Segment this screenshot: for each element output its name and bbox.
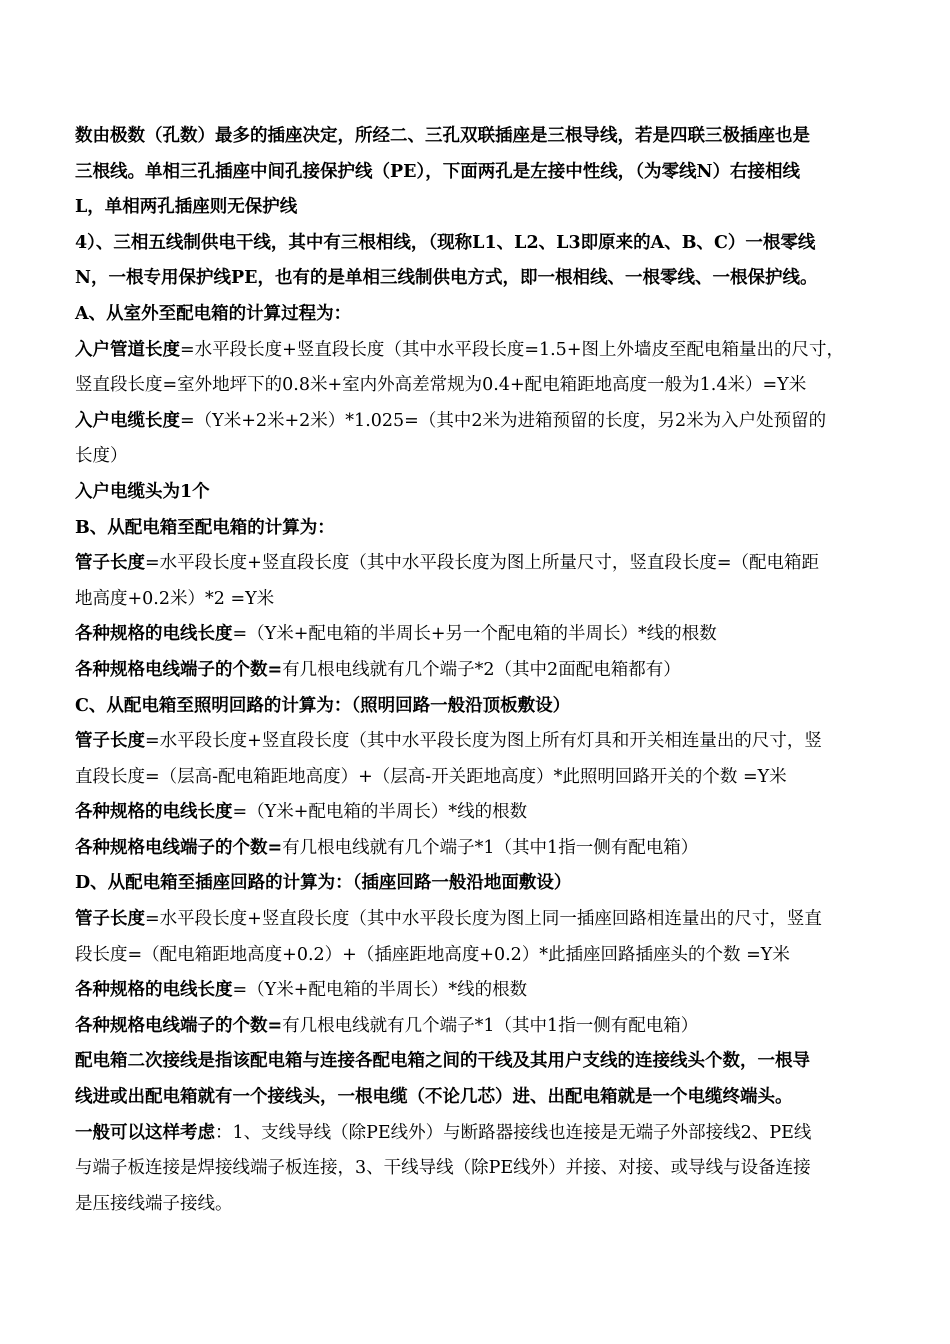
text-line	[75, 795, 881, 831]
text-run: 有几根电线就有几个端子*1（其中1指一侧有配电箱）	[282, 837, 699, 858]
text-line	[75, 226, 881, 262]
text-run: =（Y米+2米+2米）*1.025=（其中2米为进箱预留的长度，另2米为入户处预留的	[180, 410, 827, 431]
text-run: 竖直段长度=室外地坪下的0.8米+室内外高差常规为0.4+配电箱距地高度一般为1.4米）=Y米	[75, 375, 807, 396]
text-run: =水平段长度+竖直段长度（其中水平段长度为图上所量尺寸，竖直段长度=（配电箱距	[145, 553, 819, 574]
text-run: 段长度=（配电箱距地高度+0.2）+（插座距地高度+0.2）*此插座回路插座头的个数 =Y米	[75, 944, 790, 965]
bold-text-run: 配电箱二次接线是指该配电箱与连接各配电箱之间的干线及其用户支线的连接线头个数，一根导	[75, 1051, 810, 1072]
text-line	[75, 617, 881, 653]
bold-text-run: 各种规格电线端子的个数=	[75, 659, 283, 680]
text-run: 直段长度=（层高-配电箱距地高度）+（层高-开关距地高度）*此照明回路开关的个数 =Y米	[75, 766, 787, 787]
text-line	[75, 902, 881, 938]
text-run: =（Y米+配电箱的半周长）*线的根数	[232, 802, 528, 823]
bold-text-run: 各种规格的电线长度	[75, 802, 233, 823]
text-run: 是压接线端子接线。	[75, 1193, 233, 1214]
text-run: =水平段长度+竖直段长度（其中水平段长度为图上所有灯具和开关相连量出的尺寸，竖	[145, 731, 822, 752]
bold-text-run: 管子长度	[75, 731, 145, 752]
text-line	[75, 866, 881, 902]
text-line	[75, 155, 881, 191]
text-line	[75, 973, 881, 1009]
text-line	[75, 190, 881, 226]
text-line	[75, 1151, 881, 1187]
text-line	[75, 653, 881, 689]
text-run: 有几根电线就有几个端子*1（其中1指一侧有配电箱）	[282, 1015, 699, 1036]
text-line	[75, 261, 881, 297]
bold-text-run: B、从配电箱至配电箱的计算为：	[75, 517, 335, 538]
text-line	[75, 368, 881, 404]
bold-text-run: A、从室外至配电箱的计算过程为：	[75, 303, 352, 324]
bold-text-run: 入户电缆长度	[75, 410, 180, 431]
text-line	[75, 1116, 881, 1152]
text-line	[75, 1009, 881, 1045]
bold-text-run: 一般可以这样考虑	[75, 1122, 215, 1143]
bold-text-run: 各种规格电线端子的个数=	[75, 1015, 283, 1036]
text-line	[75, 439, 881, 475]
text-run: =水平段长度+竖直段长度（其中水平段长度=1.5+图上外墙皮至配电箱量出的尺寸，	[180, 339, 844, 360]
bold-text-run: C、从配电箱至照明回路的计算为：（照明回路一般沿顶板敷设）	[75, 695, 571, 716]
text-run: ：1、支线导线（除PE线外）与断路器接线也连接是无端子外部接线2、PE线	[215, 1122, 812, 1143]
text-run: 与端子板连接是焊接线端子板连接，3、干线导线（除PE线外）并接、对接、或导线与设备连接	[75, 1158, 811, 1179]
text-line	[75, 831, 881, 867]
text-line	[75, 119, 881, 155]
text-line	[75, 1044, 881, 1080]
bold-text-run: 4）、三相五线制供电干线，其中有三根相线，（现称L1、L2、L3即原来的A、B、C）一根零线	[75, 232, 816, 253]
text-line	[75, 1187, 881, 1223]
text-line	[75, 1080, 881, 1116]
text-line	[75, 689, 881, 725]
bold-text-run: 入户电缆头为1个	[75, 481, 210, 502]
bold-text-run: 线进或出配电箱就有一个接线头，一根电缆（不论几芯）进、出配电箱就是一个电缆终端头。	[75, 1087, 793, 1108]
text-run: =（Y米+配电箱的半周长+另一个配电箱的半周长）*线的根数	[232, 624, 717, 645]
bold-text-run: D、从配电箱至插座回路的计算为：（插座回路一般沿地面敷设）	[75, 873, 572, 894]
text-line	[75, 582, 881, 618]
bold-text-run: 各种规格的电线长度	[75, 980, 233, 1001]
text-run: 有几根电线就有几个端子*2（其中2面配电箱都有）	[282, 659, 681, 680]
text-line	[75, 546, 881, 582]
bold-text-run: 各种规格的电线长度	[75, 624, 233, 645]
text-run: 长度）	[75, 446, 128, 467]
text-line	[75, 938, 881, 974]
text-line	[75, 724, 881, 760]
text-line	[75, 404, 881, 440]
text-line	[75, 475, 881, 511]
bold-text-run: L，单相两孔插座则无保护线	[75, 197, 298, 218]
text-line	[75, 297, 881, 333]
bold-text-run: 数由极数（孔数）最多的插座决定，所经二、三孔双联插座是三根导线，若是四联三极插座也是	[75, 126, 810, 146]
bold-text-run: 管子长度	[75, 909, 145, 930]
text-run: =水平段长度+竖直段长度（其中水平段长度为图上同一插座回路相连量出的尺寸，竖直	[145, 909, 822, 930]
text-line	[75, 333, 881, 369]
bold-text-run: 管子长度	[75, 553, 145, 574]
text-run: =（Y米+配电箱的半周长）*线的根数	[232, 980, 528, 1001]
bold-text-run: 各种规格电线端子的个数=	[75, 837, 283, 858]
bold-text-run: 三根线。单相三孔插座中间孔接保护线（PE），下面两孔是左接中性线，（为零线N）右接相线	[75, 161, 800, 182]
text-run: 地高度+0.2米）*2 =Y米	[75, 588, 275, 609]
bold-text-run: N，一根专用保护线PE，也有的是单相三线制供电方式，即一根相线、一根零线、一根保护线。	[75, 268, 818, 289]
bold-text-run: 入户管道长度	[75, 339, 180, 360]
text-line	[75, 760, 881, 796]
text-line	[75, 511, 881, 547]
document-body	[75, 119, 881, 1222]
